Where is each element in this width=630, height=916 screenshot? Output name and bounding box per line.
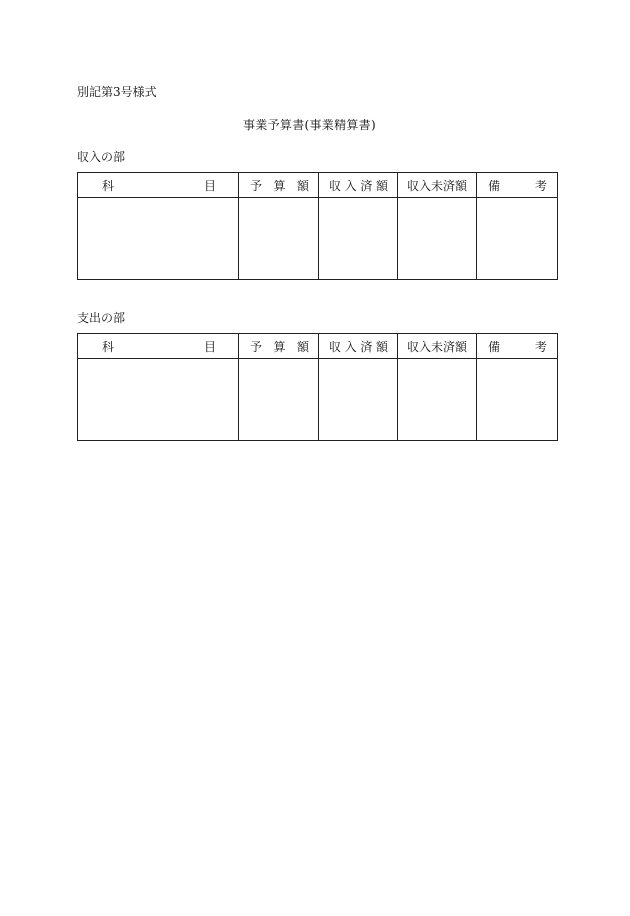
income-shunyu-mi-cell xyxy=(398,198,477,280)
income-header-row xyxy=(78,173,558,198)
header-shunyu-mi-text: 収入未済額 xyxy=(406,178,467,193)
header-shunyu-zumi-char-2: 入 xyxy=(344,339,357,354)
header-yosan-char-3: 額 xyxy=(296,339,309,354)
document-title: 事業予算書(事業精算書) xyxy=(243,118,376,132)
header-shunyu-zumi-char-2: 入 xyxy=(344,178,357,193)
header-shunyu-zumi-char-4: 額 xyxy=(375,178,388,193)
expense-header-row xyxy=(78,334,558,359)
header-yosan-char-2: 算 xyxy=(273,178,286,193)
header-yosan-char-3: 額 xyxy=(296,178,309,193)
header-shunyu-zumi-char-1: 収 xyxy=(329,339,342,354)
expense-body-row xyxy=(78,359,558,441)
header-yosan-char-1: 予 xyxy=(250,339,263,354)
header-kamoku-char-2: 目 xyxy=(203,178,216,193)
header-shunyu-zumi-char-3: 済 xyxy=(360,339,373,354)
header-shunyu-zumi xyxy=(319,173,398,198)
header-biko-char-1: 備 xyxy=(488,339,501,354)
header-kamoku-char-2: 目 xyxy=(203,339,216,354)
header-shunyu-mi-text: 収入未済額 xyxy=(406,339,467,354)
header-yosan xyxy=(239,334,319,359)
expense-kamoku-cell xyxy=(78,359,239,441)
income-body-row xyxy=(78,198,558,280)
expense-shunyu-zumi-cell xyxy=(319,359,398,441)
expense-shunyu-mi-cell xyxy=(398,359,477,441)
income-kamoku-cell xyxy=(78,198,239,280)
header-biko xyxy=(477,173,558,198)
header-shunyu-mi xyxy=(398,334,477,359)
header-yosan-char-2: 算 xyxy=(273,339,286,354)
income-shunyu-zumi-cell xyxy=(319,198,398,280)
income-section-label: 収入の部 xyxy=(77,150,126,164)
header-biko-char-2: 考 xyxy=(534,339,547,354)
form-number: 別記第3号様式 xyxy=(77,85,157,99)
header-biko-char-2: 考 xyxy=(534,178,547,193)
header-kamoku-char-1: 科 xyxy=(102,339,115,354)
header-kamoku xyxy=(78,334,239,359)
header-yosan xyxy=(239,173,319,198)
header-yosan-char-1: 予 xyxy=(250,178,263,193)
income-table xyxy=(77,172,558,280)
income-biko-cell xyxy=(477,198,558,280)
expense-table xyxy=(77,333,558,441)
header-shunyu-zumi-char-4: 額 xyxy=(375,339,388,354)
header-biko-char-1: 備 xyxy=(488,178,501,193)
header-kamoku xyxy=(78,173,239,198)
expense-section-label: 支出の部 xyxy=(77,311,126,325)
header-biko xyxy=(477,334,558,359)
header-shunyu-zumi-char-3: 済 xyxy=(360,178,373,193)
income-yosan-cell xyxy=(239,198,319,280)
header-shunyu-zumi xyxy=(319,334,398,359)
header-shunyu-zumi-char-1: 収 xyxy=(329,178,342,193)
expense-yosan-cell xyxy=(239,359,319,441)
expense-biko-cell xyxy=(477,359,558,441)
header-shunyu-mi xyxy=(398,173,477,198)
header-kamoku-char-1: 科 xyxy=(102,178,115,193)
